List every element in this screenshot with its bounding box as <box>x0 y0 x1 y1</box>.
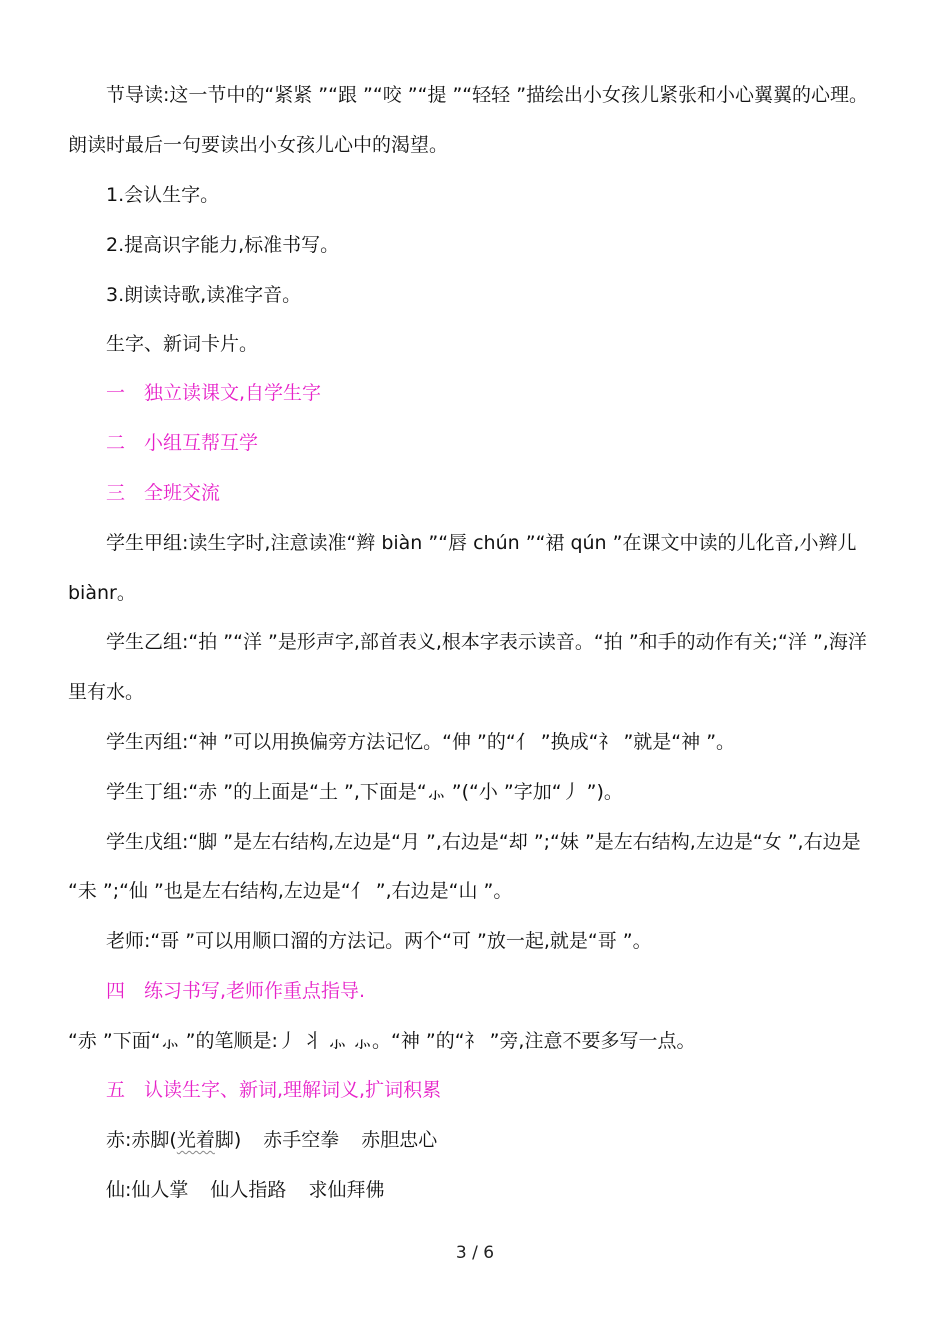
page-number: 3 / 6 <box>455 1243 495 1263</box>
section-number: 四 <box>106 980 126 1002</box>
vocab-word-3: 求仙拜佛 <box>308 1179 385 1201</box>
goal-1: 1.会认生字。 <box>106 184 220 206</box>
vocab-word-2: 仙人指路 <box>210 1179 287 1201</box>
stroke-order-note: “赤 ”下面“⺗ ”的笔顺是:丿 丬 ⺗ ⺗。“神 ”的“礻 ”旁,注意不要多写一点。 <box>68 1030 696 1052</box>
preparation: 生字、新词卡片。 <box>106 333 259 355</box>
section-title: 练习书写,老师作重点指导. <box>144 980 366 1002</box>
section-title: 小组互帮互学 <box>144 432 259 454</box>
vocab-xian <box>106 1177 890 1203</box>
section-number: 一 <box>106 382 126 404</box>
section-number: 三 <box>106 482 126 504</box>
group-a-line-2: biànr。 <box>68 582 136 604</box>
section-title: 全班交流 <box>144 482 221 504</box>
vocab-word-3: 赤胆忠心 <box>361 1129 438 1151</box>
group-e-line-1: 学生戊组:“脚 ”是左右结构,左边是“月 ”,右边是“却 ”;“妹 ”是左右结构,左边是“女 ”,右边是 <box>106 831 861 853</box>
vocab-word-1: 赤脚(光着脚) <box>131 1129 242 1151</box>
teacher-note: 老师:“哥 ”可以用顺口溜的方法记。两个“可 ”放一起,就是“哥 ”。 <box>106 930 652 952</box>
group-d: 学生丁组:“赤 ”的上面是“土 ”,下面是“⺗ ”(“小 ”字加“丿 ”)。 <box>106 781 623 803</box>
section-heading-4 <box>106 978 890 1004</box>
section-heading-3 <box>106 480 890 506</box>
vocab-word-2: 赤手空拳 <box>263 1129 340 1151</box>
wavy-underlined-text: 光着 <box>176 1129 215 1151</box>
group-a-line-1: 学生甲组:读生字时,注意读准“辫 biàn ”“唇 chún ”“裙 qún ”在课文中读的儿化音,小辫儿 <box>106 532 857 554</box>
section-heading-5 <box>106 1077 890 1103</box>
goal-3: 3.朗读诗歌,读准字音。 <box>106 284 302 306</box>
vocab-word-1: 仙人掌 <box>131 1179 189 1201</box>
group-b-line-1: 学生乙组:“拍 ”“洋 ”是形声字,部首表义,根本字表示读音。“拍 ”和手的动作有关;“洋 ”,海洋 <box>106 631 867 653</box>
vocab-chi <box>106 1127 890 1153</box>
group-e-line-2: “未 ”;“仙 ”也是左右结构,左边是“亻 ”,右边是“山 ”。 <box>68 880 513 902</box>
intro-paragraph-line-1: 节导读:这一节中的“紧紧 ”“跟 ”“咬 ”“提 ”“轻轻 ”描绘出小女孩儿紧张和小心翼翼的心理。 <box>106 84 869 106</box>
goal-2: 2.提高识字能力,标准书写。 <box>106 234 340 256</box>
group-c: 学生丙组:“神 ”可以用换偏旁方法记忆。“伸 ”的“亻 ”换成“礻 ”就是“神 ”。 <box>106 731 736 753</box>
section-heading-1 <box>106 380 890 406</box>
section-number: 二 <box>106 432 126 454</box>
vocab-prefix: 赤: <box>106 1129 132 1151</box>
group-b-line-2: 里有水。 <box>68 681 145 703</box>
section-heading-2 <box>106 430 890 456</box>
vocab-prefix: 仙: <box>106 1179 132 1201</box>
section-title: 认读生字、新词,理解词义,扩词积累 <box>144 1079 442 1101</box>
intro-paragraph-line-2: 朗读时最后一句要读出小女孩儿心中的渴望。 <box>68 134 449 156</box>
section-title: 独立读课文,自学生字 <box>144 382 322 404</box>
section-number: 五 <box>106 1079 126 1101</box>
